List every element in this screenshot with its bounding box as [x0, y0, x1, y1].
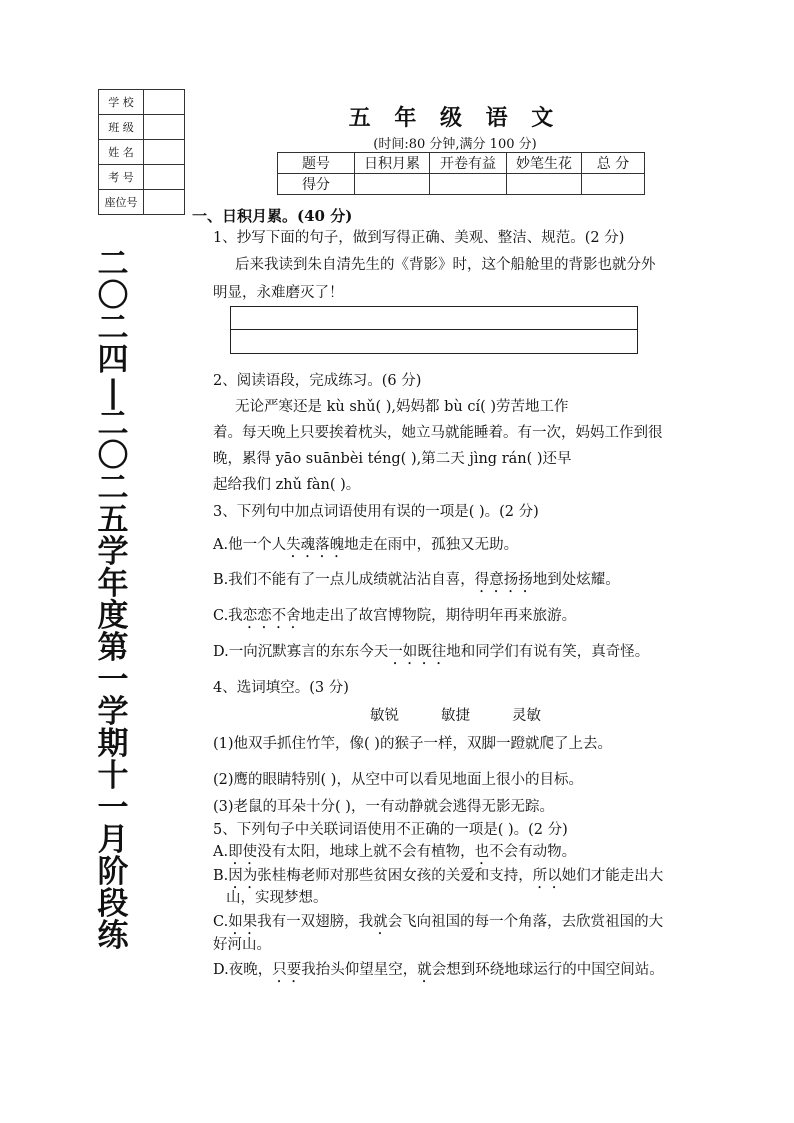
copy-box-divider — [231, 329, 637, 330]
vertical-term-title — [97, 248, 129, 952]
info-label: 座位号 — [99, 190, 144, 215]
score-row-label: 得分 — [278, 174, 355, 195]
vertical-title-char: 练 — [97, 918, 129, 954]
question-2-text: 无论严寒还是 kù shǔ( ),妈妈都 bù cí( )劳苦地工作 — [235, 399, 569, 415]
dotted-word: 一如既往 — [388, 644, 447, 660]
dotted-word: 失魂落魄 — [286, 537, 345, 553]
info-label: 考 号 — [99, 165, 144, 190]
vertical-title-char: 一 — [97, 790, 129, 826]
option-text: 张桂梅老师对那些贫困女孩的关爱和支持， — [257, 868, 533, 884]
vertical-title-char: 第 — [97, 630, 129, 666]
vertical-title-char: 〇 — [97, 278, 129, 314]
option-text: 我有一双翅膀，我 — [257, 914, 374, 930]
score-table — [277, 152, 645, 195]
question-5-option-d[interactable] — [213, 958, 664, 986]
dotted-word: 如果 — [228, 914, 258, 930]
vertical-title-char: 学 — [97, 694, 129, 730]
word-option: 敏捷 — [441, 708, 470, 724]
question-1-prompt: 1、抄写下面的句子，做到写得正确、美观、整洁、规范。(2 分) — [213, 230, 625, 246]
question-3-option-a[interactable] — [213, 533, 518, 561]
option-text: 会想到环绕地球运行的中国空间站。 — [431, 962, 664, 978]
word-option: 敏锐 — [370, 708, 399, 724]
dotted-word: 只要 — [272, 962, 302, 978]
question-2-text: 起给我们 zhǔ fàn( )。 — [213, 477, 361, 493]
question-3-prompt: 3、下列句中加点词语使用有误的一项是( )。(2 分) — [213, 504, 539, 520]
question-4-prompt: 4、选词填空。(3 分) — [213, 680, 349, 696]
score-cell[interactable] — [355, 174, 430, 195]
vertical-title-char: 四 — [97, 342, 129, 378]
option-text: 地走出了故宫博物院，期待明年再来旅游。 — [300, 608, 577, 624]
vertical-title-char: 五 — [97, 502, 129, 538]
score-header: 开卷有益 — [430, 153, 507, 174]
dotted-word: 恋恋不舍 — [242, 608, 301, 624]
option-text: B.我们不能有了一点儿成绩就沾沾自喜， — [213, 572, 475, 588]
option-text: 不会有动物。 — [489, 844, 577, 860]
score-cell[interactable] — [582, 174, 645, 195]
vertical-title-char: 段 — [97, 886, 129, 922]
score-cell[interactable] — [507, 174, 582, 195]
vertical-title-char: 二 — [97, 246, 129, 282]
vertical-title-char: 期 — [97, 726, 129, 762]
question-5-option-c-cont: 好河山。 — [213, 937, 271, 953]
info-label: 学 校 — [99, 90, 144, 115]
score-header: 日积月累 — [355, 153, 430, 174]
dotted-word: 所以 — [532, 868, 562, 884]
question-3-option-b[interactable] — [213, 568, 620, 596]
option-text: B. — [213, 868, 229, 884]
question-3-option-d[interactable] — [213, 640, 649, 668]
word-options — [370, 704, 583, 725]
info-field[interactable] — [144, 165, 185, 190]
option-text: C. — [213, 914, 229, 930]
option-text: 没有太阳，地球上就不会有植物， — [257, 844, 475, 860]
question-1-text: 后来我读到朱自清先生的《背影》时，这个船舱里的背影也就分外 — [235, 257, 656, 273]
section-heading: 一、日积月累。(40 分) — [192, 207, 353, 225]
copy-writing-box[interactable] — [230, 306, 638, 354]
info-label: 姓 名 — [99, 140, 144, 165]
dotted-word: 就 — [417, 962, 432, 978]
option-text: 地和同学们有说有笑，真奇怪。 — [446, 644, 650, 660]
question-2-prompt: 2、阅读语段，完成练习。(6 分) — [213, 373, 422, 389]
dotted-word: 也 — [474, 844, 490, 860]
dotted-word: 因为 — [228, 868, 258, 884]
question-4-sentence: (2)鹰的眼睛特别( )，从空中可以看见地面上很小的目标。 — [213, 772, 583, 788]
question-5-prompt: 5、下列句子中关联词语使用不正确的一项是( )。(2 分) — [213, 822, 568, 838]
option-text: A.他一个人 — [213, 537, 287, 553]
vertical-title-char: 度 — [97, 598, 129, 634]
score-header: 总 分 — [582, 153, 645, 174]
info-field[interactable] — [144, 140, 185, 165]
option-text: 我抬头仰望星空， — [301, 962, 418, 978]
vertical-title-char: 阶 — [97, 854, 129, 890]
score-header: 妙笔生花 — [507, 153, 582, 174]
option-text: D.一向沉默寡言的东东今天 — [213, 644, 389, 660]
vertical-title-char: | — [107, 374, 119, 410]
dotted-word: 即使 — [228, 844, 258, 860]
option-text: 她们才能走出大 — [561, 868, 664, 884]
vertical-title-char: 二 — [97, 406, 129, 442]
vertical-title-char: 年 — [97, 566, 129, 602]
info-label: 班 级 — [99, 115, 144, 140]
page-title: 五 年 级 语 文 — [348, 105, 562, 131]
question-1-text: 明显，永难磨灭了！ — [213, 285, 344, 301]
score-header: 题号 — [278, 153, 355, 174]
vertical-title-char: 月 — [97, 822, 129, 858]
vertical-title-char: 一 — [97, 662, 129, 698]
question-4-sentence: (3)老鼠的耳朵十分( )，一有动静就会逃得无影无踪。 — [213, 799, 554, 815]
question-2-text: 晚，累得 yāo suānbèi téng( ),第二天 jìng rán( )还早 — [213, 451, 572, 467]
option-text: 会飞向祖国的每一个角落，去欣赏祖国的大 — [387, 914, 664, 930]
question-2-text: 着。每天晚上只要挨着枕头，她立马就能睡着。有一次，妈妈工作到很 — [213, 425, 663, 441]
question-4-sentence: (1)他双手抓住竹竿，像( )的猴子一样，双脚一蹬就爬了上去。 — [213, 736, 612, 752]
dotted-word: 就 — [373, 914, 388, 930]
option-text: D.夜晚， — [213, 962, 273, 978]
vertical-title-char: 学 — [97, 534, 129, 570]
option-text: A. — [213, 844, 229, 860]
question-3-option-c[interactable] — [213, 604, 576, 632]
vertical-title-char: 二 — [97, 470, 129, 506]
option-text: C.我 — [213, 608, 243, 624]
vertical-title-char: 〇 — [97, 438, 129, 474]
vertical-title-char: 十 — [97, 758, 129, 794]
option-text: 地走在雨中，孤独又无助。 — [344, 537, 519, 553]
exam-subtitle: (时间:80 分钟,满分 100 分) — [373, 137, 537, 152]
word-option: 灵敏 — [512, 708, 541, 724]
info-field[interactable] — [144, 90, 185, 115]
student-info-table — [98, 89, 185, 215]
question-5-option-c[interactable] — [213, 910, 663, 938]
question-5-option-b-cont: 山，实现梦想。 — [226, 890, 328, 906]
dotted-word: 得意扬扬 — [474, 572, 533, 588]
vertical-title-char: 二 — [97, 310, 129, 346]
info-field[interactable] — [144, 190, 185, 215]
option-text: 地到处炫耀。 — [532, 572, 620, 588]
score-cell[interactable] — [430, 174, 507, 195]
info-field[interactable] — [144, 115, 185, 140]
